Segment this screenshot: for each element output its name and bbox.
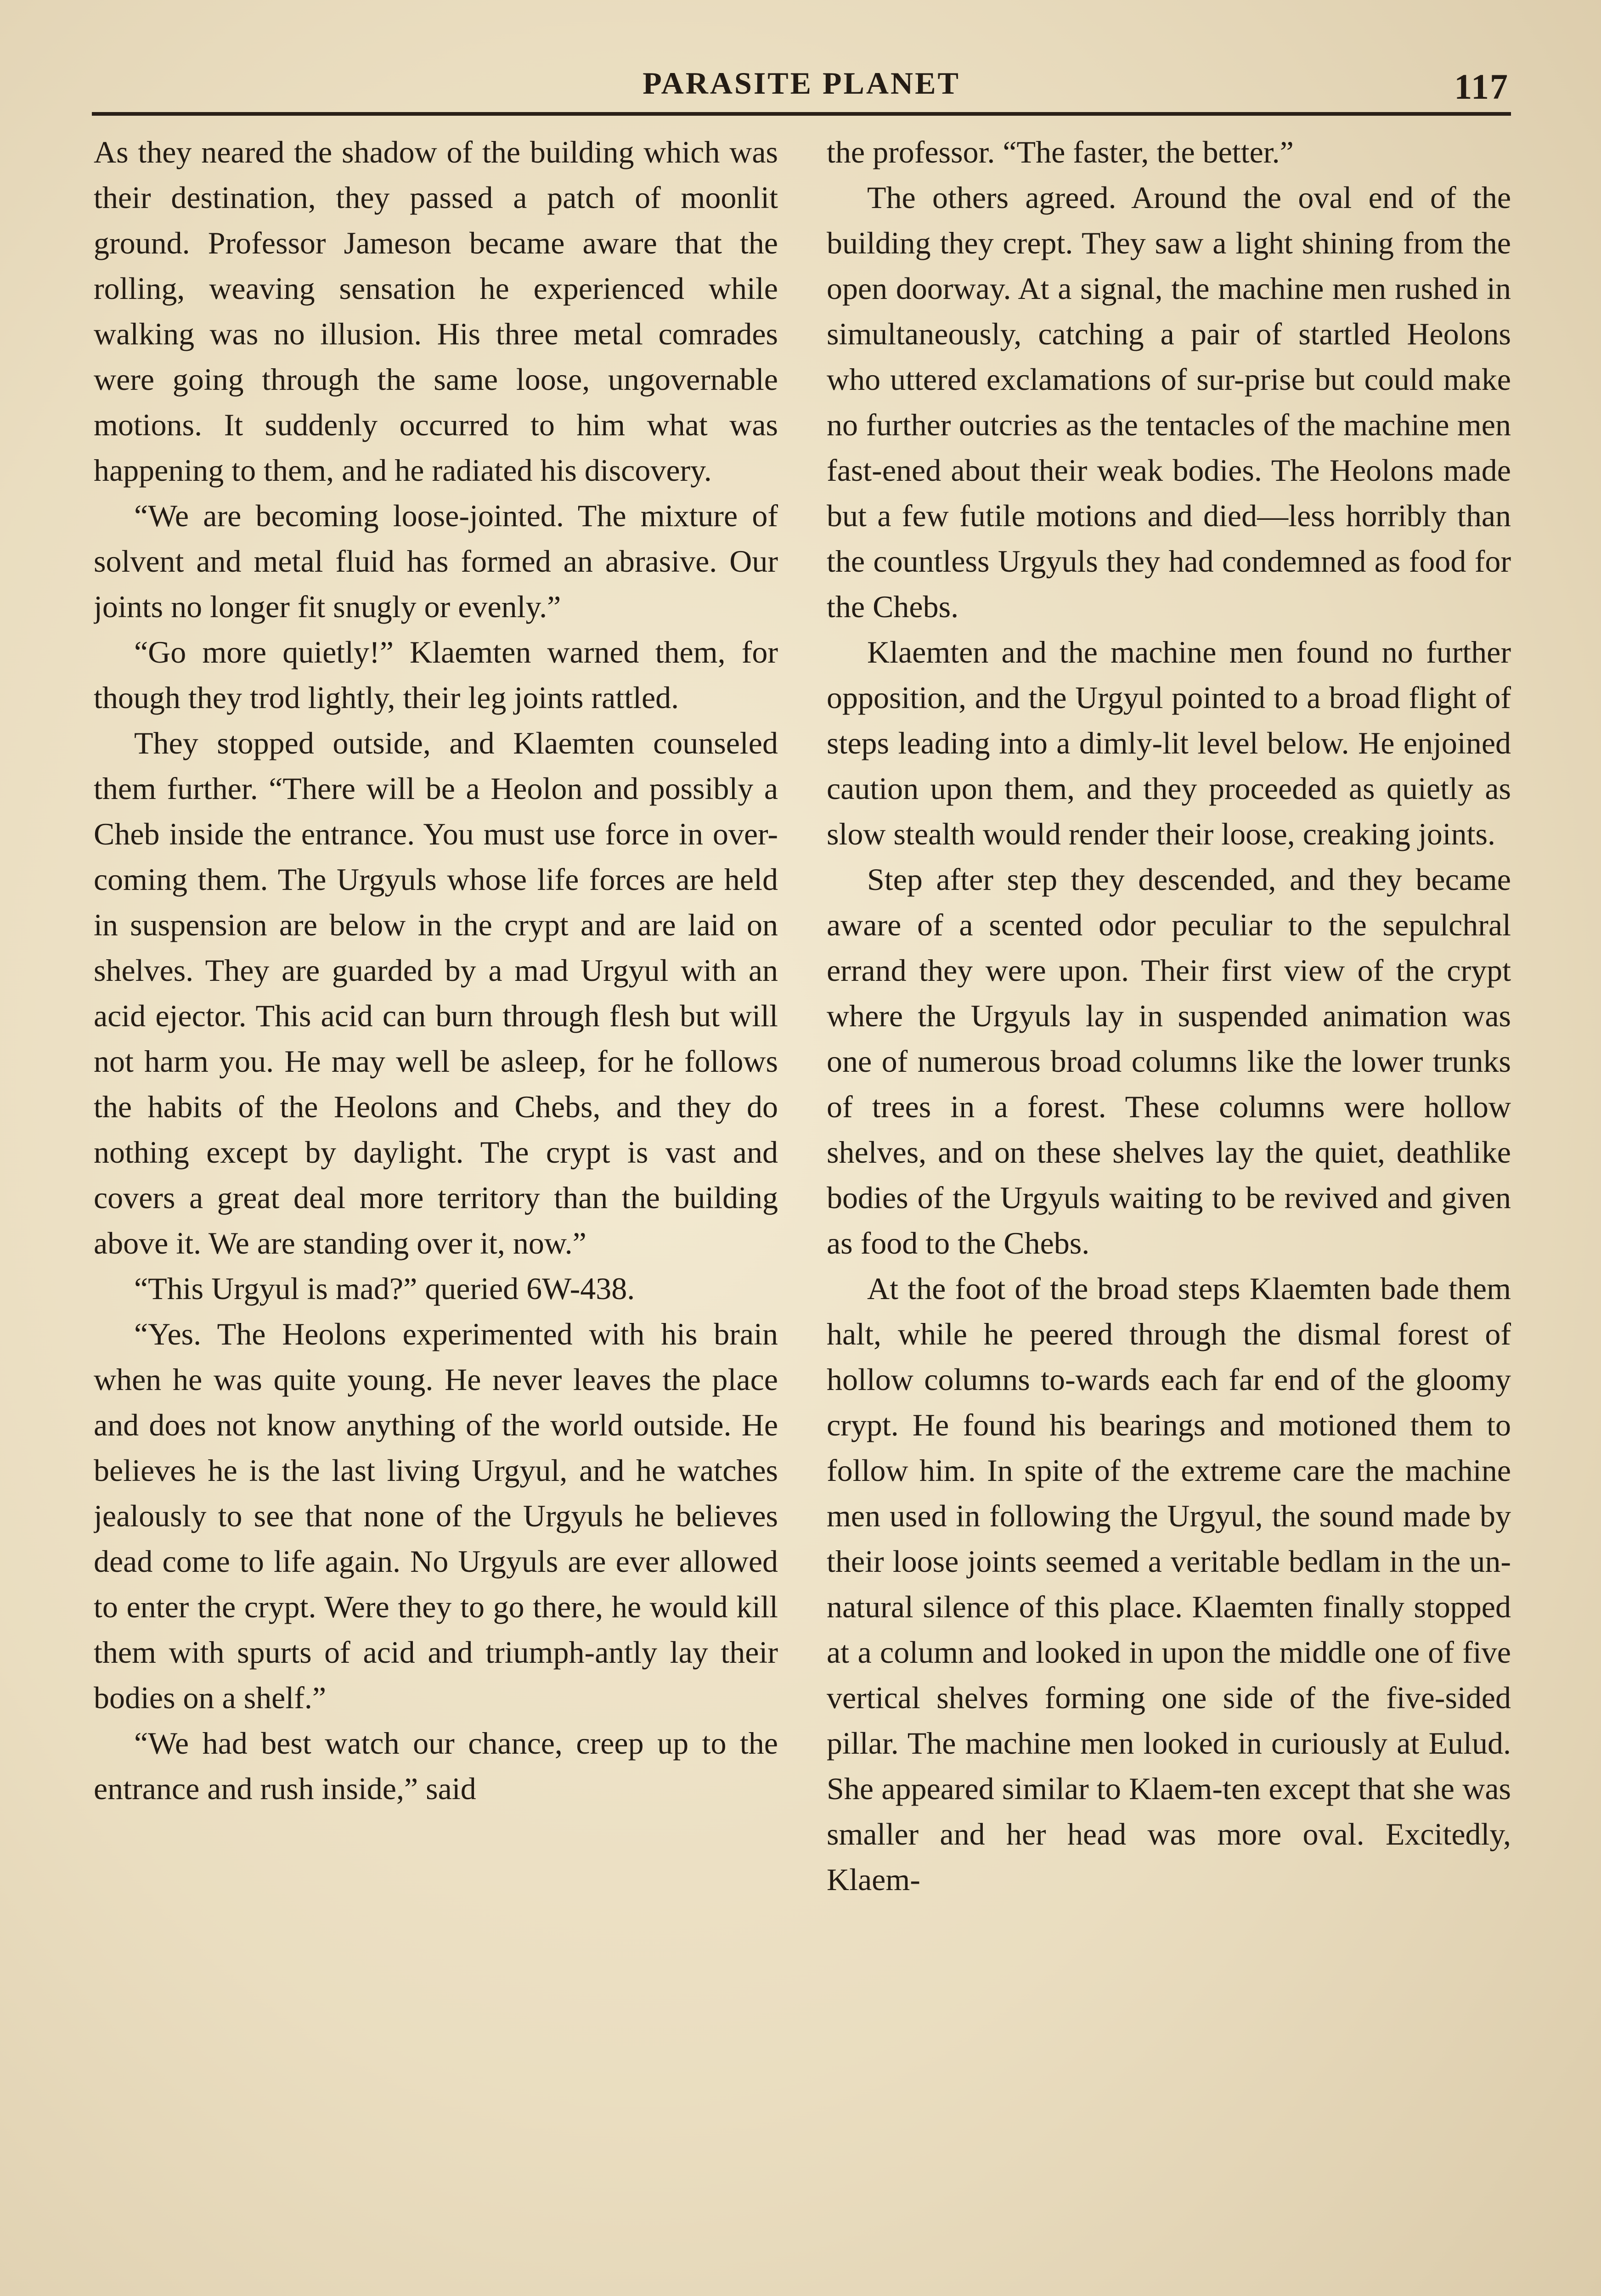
left-column — [94, 129, 778, 2296]
page-number: 117 — [1454, 67, 1509, 107]
paragraph: As they neared the shadow of the building which was their destination, they passed a patch of moonlit ground. Professor Jameson became aware that the rolling, weaving sensation he experienced while walking was no illusion. His three metal comrades were going through the same loose, ungovernable motions. It suddenly occurred to him what was happening to them, and he radiated his discovery. — [94, 135, 778, 488]
paragraph: At the foot of the broad steps Klaemten bade them halt, while he peered through the dismal forest of hollow columns to-wards each far end of the gloomy crypt. He found his bearings and motioned them to follow him. In spite of the extreme care the machine men used in following the Urgyul, the sound made by their loose joints seemed a veritable bedlam in the un-natural silence of this place. Klaemten finally stopped at a column and looked in upon the middle one of five vertical shelves forming one side of the five-sided pillar. The machine men looked in curiously at Eulud. She appeared similar to Klaem-ten except that she was smaller and her head was more oval. Excitedly, Klaem- — [827, 1271, 1511, 1897]
paragraph: They stopped outside, and Klaemten counseled them further. “There will be a Heolon and possibly a Cheb inside the entrance. You must use force in over-coming them. The Urgyuls whose life forces are held in suspension are below in the crypt and are laid on shelves. They are guarded by a mad Urgyul with an acid ejector. This acid can burn through flesh but will not harm you. He may well be asleep, for he follows the habits of the Heolons and Chebs, and they do nothing except by daylight. The crypt is vast and covers a great deal more territory than the building above it. We are standing over it, now.” — [94, 726, 778, 1261]
paragraph: “Go more quietly!” Klaemten warned them, for though they trod lightly, their leg joints rattled. — [94, 635, 778, 715]
paragraph: “We are becoming loose-jointed. The mixture of solvent and metal fluid has formed an abrasive. Our joints no longer fit snugly or evenly.” — [94, 498, 778, 624]
right-column — [827, 129, 1511, 2296]
paragraph: The others agreed. Around the oval end of the building they crept. They saw a light shining from the open doorway. At a signal, the machine men rushed in simultaneously, catching a pair of startled Heolons who uttered exclamations of sur-prise but could make no further outcries as the tentacles of the machine men fast-ened about their weak bodies. The Heolons made but a few futile motions and died—less horribly than the countless Urgyuls they had condemned as food for the Chebs. — [827, 180, 1511, 624]
paragraph: the professor. “The faster, the better.” — [827, 135, 1294, 169]
paragraph: “Yes. The Heolons experimented with his brain when he was quite young. He never leaves the place and does not know anything of the world outside. He believes he is the last living Urgyul, and he watches jealously to see that none of the Urgyuls he believes dead come to life again. No Urgyuls are ever allowed to enter the crypt. Were they to go there, he would kill them with spurts of acid and triumph-antly lay their bodies on a shelf.” — [94, 1317, 778, 1715]
page-header — [94, 54, 1509, 116]
paragraph: Klaemten and the machine men found no further opposition, and the Urgyul pointed to a broad flight of steps leading into a dimly-lit level below. He enjoined caution upon them, and they proceeded as quietly as slow stealth would render their loose, creaking joints. — [827, 635, 1511, 851]
header-rule — [92, 112, 1511, 116]
running-head-title: PARASITE PLANET — [643, 66, 960, 101]
paragraph: Step after step they descended, and they became aware of a scented odor peculiar to the sepulchral errand they were upon. Their first view of the crypt where the Urgyuls lay in suspended animation was one of numerous broad columns like the lower trunks of trees in a forest. These columns were hollow shelves, and on these shelves lay the quiet, deathlike bodies of the Urgyuls waiting to be revived and given as food to the Chebs. — [827, 862, 1511, 1261]
paragraph: “This Urgyul is mad?” queried 6W-438. — [134, 1271, 635, 1306]
paragraph: “We had best watch our chance, creep up to the entrance and rush inside,” said — [94, 1726, 778, 1806]
